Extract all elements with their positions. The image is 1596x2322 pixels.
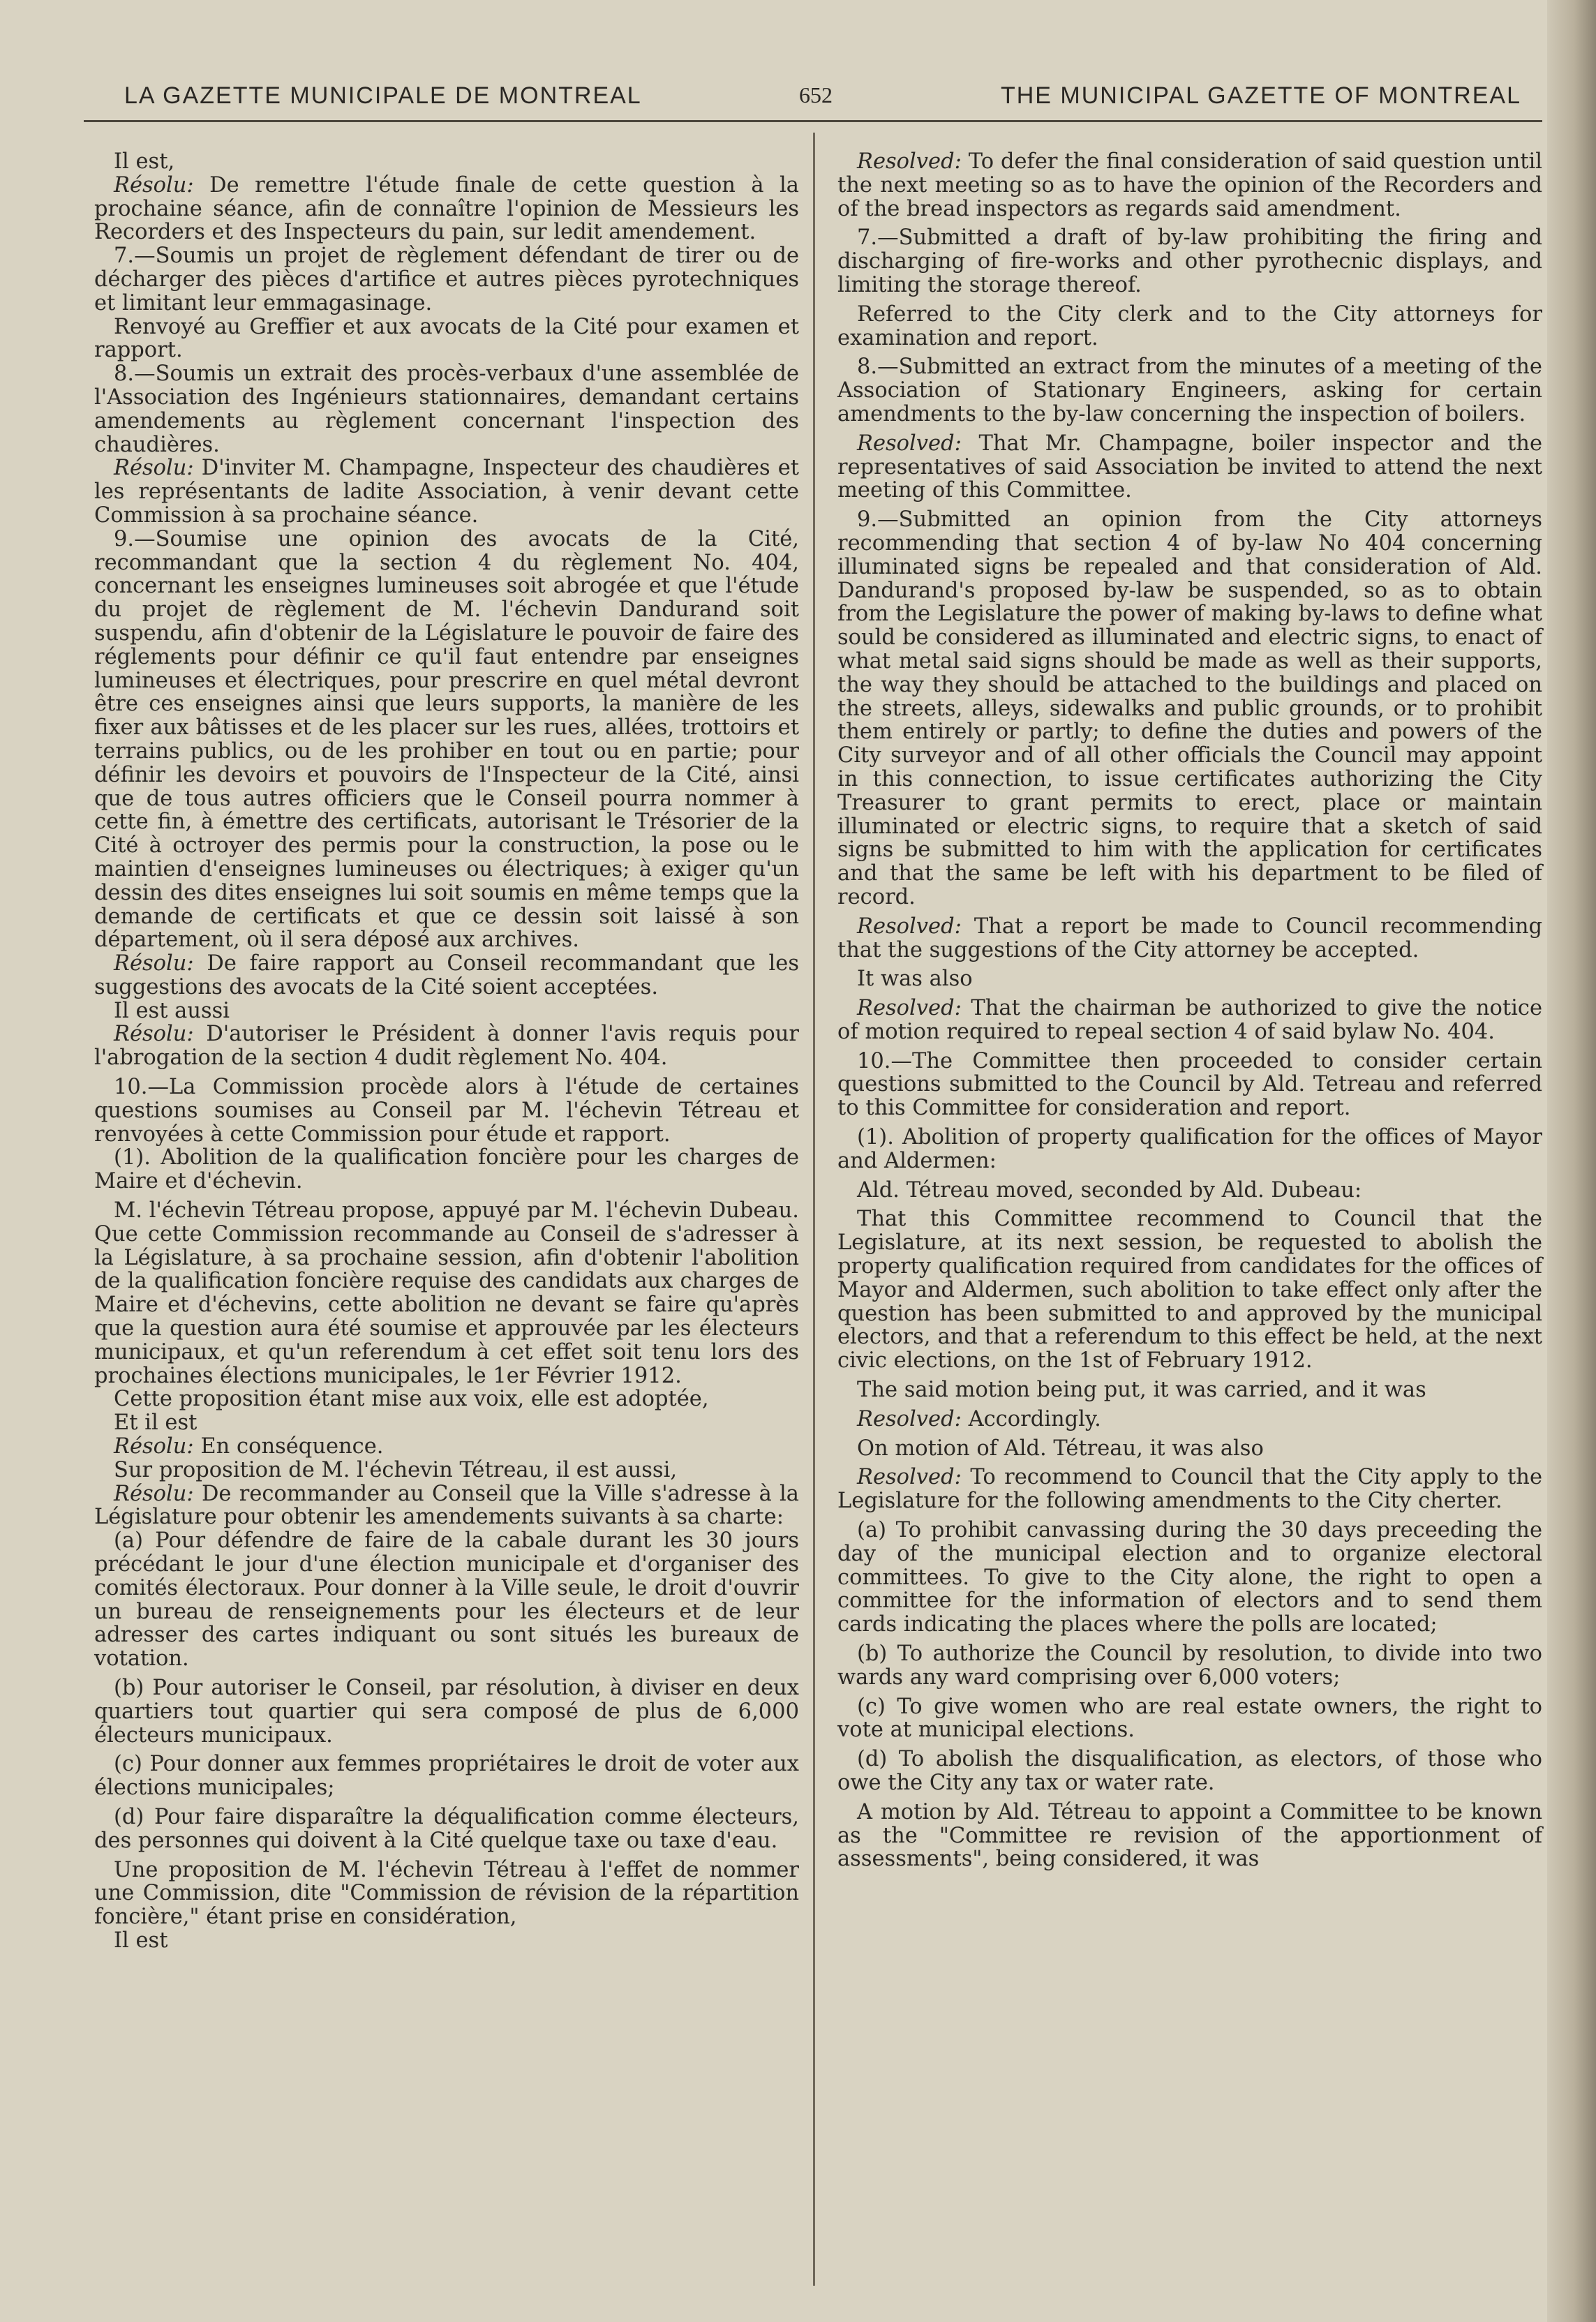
resolution-label: Resolved: <box>857 1406 962 1431</box>
paragraph-text: The said motion being put, it was carried, and it was <box>857 1378 1426 1403</box>
column-divider <box>813 133 815 2286</box>
paragraph <box>837 1642 1542 1690</box>
paragraph-text: 8.—Soumis un extrait des procès-verbaux d'une assemblée de l'Association des Ingénieurs stationnaires, demandant certains amendements au règlement concernant l'inspection des chaudières. <box>94 362 799 457</box>
resolution-label: Resolved: <box>857 1465 962 1490</box>
paragraph-text: De recommander au Conseil que la Ville s'adresse à la Législature pour obtenir les amendements suivants à sa charte: <box>94 1481 799 1530</box>
paragraph-text: En conséquence. <box>193 1434 384 1459</box>
resolution-label: Résolu: <box>114 951 194 976</box>
paragraph-text: (c) To give women who are real estate owners, the right to vote at municipal elections. <box>837 1694 1542 1743</box>
header-french-title: LA GAZETTE MUNICIPALE DE MONTREAL <box>124 82 642 109</box>
paragraph <box>837 967 1542 991</box>
paragraph-text: That Mr. Champagne, boiler inspector and the representatives of said Association be invited to attend the next meeting of this Committee. <box>837 431 1542 503</box>
paragraph-text: It was also <box>857 967 973 992</box>
paragraph-text: (b) To authorize the Council by resolution, to divide into two wards any ward comprising over 6,000 voters; <box>837 1642 1542 1690</box>
paragraph <box>837 1748 1542 1795</box>
paragraph-text: 9.—Submitted an opinion from the City attorneys recommending that section 4 of by-law No 404 concerning illuminated signs be repealed and that consideration of Ald. Dandurand's proposed by-law be suspended, so as to obtain from the Legislature the power of making by-laws to define what sould be considered as illuminated and electric signs, to enact of what metal said signs should be made as well as their supports, the way they should be attached to the buildings and placed on the streets, alleys, sidewalks and public grounds, or to prohibit them entirely or partly; to define the duties and powers of the City surveyor and of all other officials the Council may appoint in this connection, to issue certificates authorizing the City Treasurer to grant permits to erect, place or maintain illuminated or electric signs, to require that a sketch of said signs be submitted to him with the application for certificates and that the same be left with his department to be filed of record. <box>837 507 1542 909</box>
header-rule <box>84 120 1542 122</box>
paragraph <box>94 150 799 174</box>
resolution-label: Résolu: <box>114 172 194 198</box>
paragraph <box>94 456 799 527</box>
resolution-label: Résolu: <box>114 456 194 481</box>
paragraph-text: D'autoriser le Président à donner l'avis requis pour l'abrogation de la section 4 dudit règlement No. 404. <box>94 1022 799 1071</box>
paragraph-text: Il est <box>114 1928 168 1953</box>
paragraph <box>94 952 799 999</box>
paragraph-text: D'inviter M. Champagne, Inspecteur des chaudières et les représentants de ladite Association, à venir devant cette Commission à sa prochaine séance. <box>94 456 799 528</box>
page-number: 652 <box>799 82 833 107</box>
paragraph <box>94 362 799 456</box>
paragraph <box>837 432 1542 503</box>
paragraph <box>837 1466 1542 1513</box>
paragraph <box>94 528 799 952</box>
paragraph-text: (d) Pour faire disparaître la déqualification comme électeurs, des personnes qui doivent à la Cité quelque taxe ou taxe d'eau. <box>94 1804 799 1853</box>
paragraph-text: That the chairman be authorized to give the notice of motion required to repeal section 4 of said bylaw No. 404. <box>837 996 1542 1044</box>
paragraph <box>94 315 799 363</box>
paragraph <box>837 508 1542 909</box>
paragraph <box>94 1435 799 1459</box>
paragraph <box>94 1929 799 1953</box>
paragraph-text: A motion by Ald. Tétreau to appoint a Committee to be known as the "Committee re revision of the apportionment of assessments", being considered, it was <box>837 1799 1542 1872</box>
header-english-title: THE MUNICIPAL GAZETTE OF MONTREAL <box>1000 82 1521 109</box>
paragraph <box>94 1806 799 1853</box>
resolution-label: Resolved: <box>857 996 962 1021</box>
paragraph <box>837 1378 1542 1402</box>
paragraph <box>94 1411 799 1435</box>
english-column <box>837 150 1542 1871</box>
paragraph <box>837 1050 1542 1120</box>
paragraph <box>94 999 799 1023</box>
paragraph-text: Il est aussi <box>114 998 230 1023</box>
paragraph <box>94 244 799 315</box>
resolution-label: Resolved: <box>857 149 962 174</box>
paragraph-text: That this Committee recommend to Council that the Legislature, at its next session, be requested to abolish the property qualification required from candidates for the offices of Mayor and Aldermen, such abolition to take effect only after the question has been submitted to and approved by the municipal electors, and that a referendum to this effect be held, at the next civic elections, on the 1st of February 1912. <box>837 1207 1542 1374</box>
paragraph-text: Il est, <box>114 149 175 174</box>
paragraph-text: 7.—Soumis un projet de règlement défendant de tirer ou de décharger des pièces d'artifice et autres pièces pyrotechniques et limitant leur emmagasinage. <box>94 244 799 315</box>
paragraph-text: 10.—The Committee then proceeded to consider certain questions submitted to the Council by Ald. Tetreau and referred to this Committee for consideration and report. <box>837 1048 1542 1121</box>
resolution-label: Resolved: <box>857 914 962 939</box>
paragraph <box>94 1387 799 1411</box>
paragraph-text: (b) Pour autoriser le Conseil, par résolution, à diviser en deux quartiers tout quartier qui sera composé de plus de 6,000 électeurs municipaux. <box>94 1676 799 1748</box>
paragraph <box>94 1199 799 1387</box>
paragraph-text: (a) Pour défendre de faire de la cabale durant les 30 jours précédant le jour d'une élection municipale et d'organiser des comités électoraux. Pour donner à la Ville seule, le droit d'ouvrir un bureau de renseignements pour les électeurs et de leur adresser des cartes indiquant ou sont situés les bureaux de votation. <box>94 1528 799 1672</box>
paragraph <box>94 174 799 244</box>
resolution-label: Résolu: <box>114 1022 194 1047</box>
paragraph-text: 10.—La Commission procède alors à l'étude de certaines questions soumises au Conseil par M. l'échevin Tétreau et renvoyées à cette Commission pour étude et rapport. <box>94 1075 799 1147</box>
paragraph-text: To defer the final consideration of said question until the next meeting so as to have the opinion of the Recorders and of the bread inspectors as regards said amendment. <box>837 149 1542 221</box>
paragraph <box>837 1179 1542 1203</box>
paragraph <box>837 1695 1542 1743</box>
resolution-label: Resolved: <box>857 431 962 456</box>
paragraph-text: Renvoyé au Greffier et aux avocats de la Cité pour examen et rapport. <box>94 314 799 363</box>
paragraph-text: 7.—Submitted a draft of by-law prohibiting the firing and discharging of fire-works and other pyrothecnic displays, and limiting the storage thereof. <box>837 225 1542 297</box>
paragraph <box>837 1519 1542 1637</box>
paragraph-text: To recommend to Council that the City apply to the Legislature for the following amendments to the City cherter. <box>837 1465 1542 1514</box>
paragraph <box>94 1459 799 1482</box>
paragraph-text: That a report be made to Council recommending that the suggestions of the City attorney be accepted. <box>837 914 1542 962</box>
paragraph-text: Accordingly. <box>961 1406 1101 1431</box>
paragraph <box>94 1076 799 1146</box>
resolution-label: Résolu: <box>114 1481 194 1506</box>
page-edge-shadow <box>1547 0 1596 2322</box>
paragraph-text: De faire rapport au Conseil recommandant que les suggestions des avocats de la Cité soient acceptées. <box>94 951 799 999</box>
paragraph-text: Cette proposition étant mise aux voix, elle est adoptée, <box>114 1387 709 1412</box>
paragraph <box>837 150 1542 221</box>
paragraph <box>837 226 1542 297</box>
page-header <box>105 82 1521 124</box>
paragraph-text: (c) Pour donner aux femmes propriétaires le droit de voter aux élections municipales; <box>94 1752 799 1801</box>
paragraph <box>94 1146 799 1193</box>
paragraph <box>837 915 1542 962</box>
paragraph-text: De remettre l'étude finale de cette question à la prochaine séance, afin de connaître l'opinion de Messieurs les Recorders et des Inspecteurs du pain, sur ledit amendement. <box>94 172 799 245</box>
paragraph-text: 9.—Soumise une opinion des avocats de la Cité, recommandant que la section 4 du règlement No. 404, concernant les enseignes lumineuses soit abrogée et que l'étude du projet de règlement de M. l'échevin Dandurand soit suspendu, afin d'obtenir de la Législature le pouvoir de faire des réglements pour définir ce qu'il faut entendre par enseignes lumineuses et électriques, pour prescrire en quel métal devront être ces enseignes ainsi que leurs supports, la manière de les fixer aux bâtisses et de les placer sur les rues, allées, trottoirs et terrains publics, ou de les prohiber en tout ou en partie; pour définir les devoirs et pouvoirs de l'Inspecteur de la Cité, ainsi que de tous autres officiers que le Conseil pourra nommer à cette fin, à émettre des certificats, autorisant le Trésorier de la Cité à octroyer des permis pour la construction, la pose ou le maintien d'enseignes lumineuses ou électriques; à exiger qu'un dessin des dites enseignes lui soit soumis en même temps que la demande de certificats et que ce dessin soit laissé à son département, où il sera déposé aux archives. <box>94 526 799 953</box>
paragraph <box>837 1408 1542 1431</box>
french-column <box>94 150 799 1953</box>
paragraph <box>837 997 1542 1044</box>
paragraph <box>94 1859 799 1929</box>
paragraph <box>94 1022 799 1070</box>
paragraph-text: (d) To abolish the disqualification, as electors, of those who owe the City any tax or water rate. <box>837 1747 1542 1795</box>
paragraph-text: Ald. Tétreau moved, seconded by Ald. Dubeau: <box>857 1177 1362 1203</box>
resolution-label: Résolu: <box>114 1434 194 1459</box>
paragraph <box>837 1126 1542 1173</box>
paragraph-text: Sur proposition de M. l'échevin Tétreau, il est aussi, <box>114 1457 678 1482</box>
paragraph <box>837 355 1542 426</box>
paragraph <box>94 1752 799 1800</box>
paragraph-text: On motion of Ald. Tétreau, it was also <box>857 1436 1264 1461</box>
paragraph-text: M. l'échevin Tétreau propose, appuyé par M. l'échevin Dubeau. Que cette Commission recommande au Conseil de s'adresser à la Législature, à sa prochaine session, afin d'obtenir l'abolition de la qualification foncière requise des candidats aux charges de Maire et d'échevins, cette abolition ne devant se faire qu'après que la question aura été soumise et approuvée par les électeurs municipaux, et qu'un referendum à cet effet soit tenu lors des prochaines élections municipales, le 1er Février 1912. <box>94 1198 799 1388</box>
paragraph-text: Une proposition de M. l'échevin Tétreau à l'effet de nommer une Commission, dite "Commission de révision de la répartition foncière," étant prise en considération, <box>94 1857 799 1930</box>
paragraph <box>94 1482 799 1530</box>
paragraph <box>837 1437 1542 1461</box>
paragraph-text: 8.—Submitted an extract from the minutes of a meeting of the Association of Stationary Engineers, asking for certain amendments to the by-law concerning the inspection of boilers. <box>837 355 1542 426</box>
paragraph-text: (a) To prohibit canvassing during the 30 days preceeding the day of the municipal election and to organize electoral committees. To give to the City alone, the right to open a committee for the information of electors and to send them cards indicating the places where the polls are located; <box>837 1518 1542 1637</box>
paragraph <box>837 303 1542 350</box>
paragraph <box>837 1801 1542 1871</box>
paragraph-text: Referred to the City clerk and to the City attorneys for examination and report. <box>837 302 1542 350</box>
paragraph-text: (1). Abolition of property qualification for the offices of Mayor and Aldermen: <box>837 1125 1542 1173</box>
paragraph-text: (1). Abolition de la qualification foncière pour les charges de Maire et d'échevin. <box>94 1145 799 1194</box>
paragraph <box>837 1207 1542 1373</box>
paragraph <box>94 1529 799 1671</box>
paragraph-text: Et il est <box>114 1411 197 1436</box>
paragraph <box>94 1676 799 1747</box>
